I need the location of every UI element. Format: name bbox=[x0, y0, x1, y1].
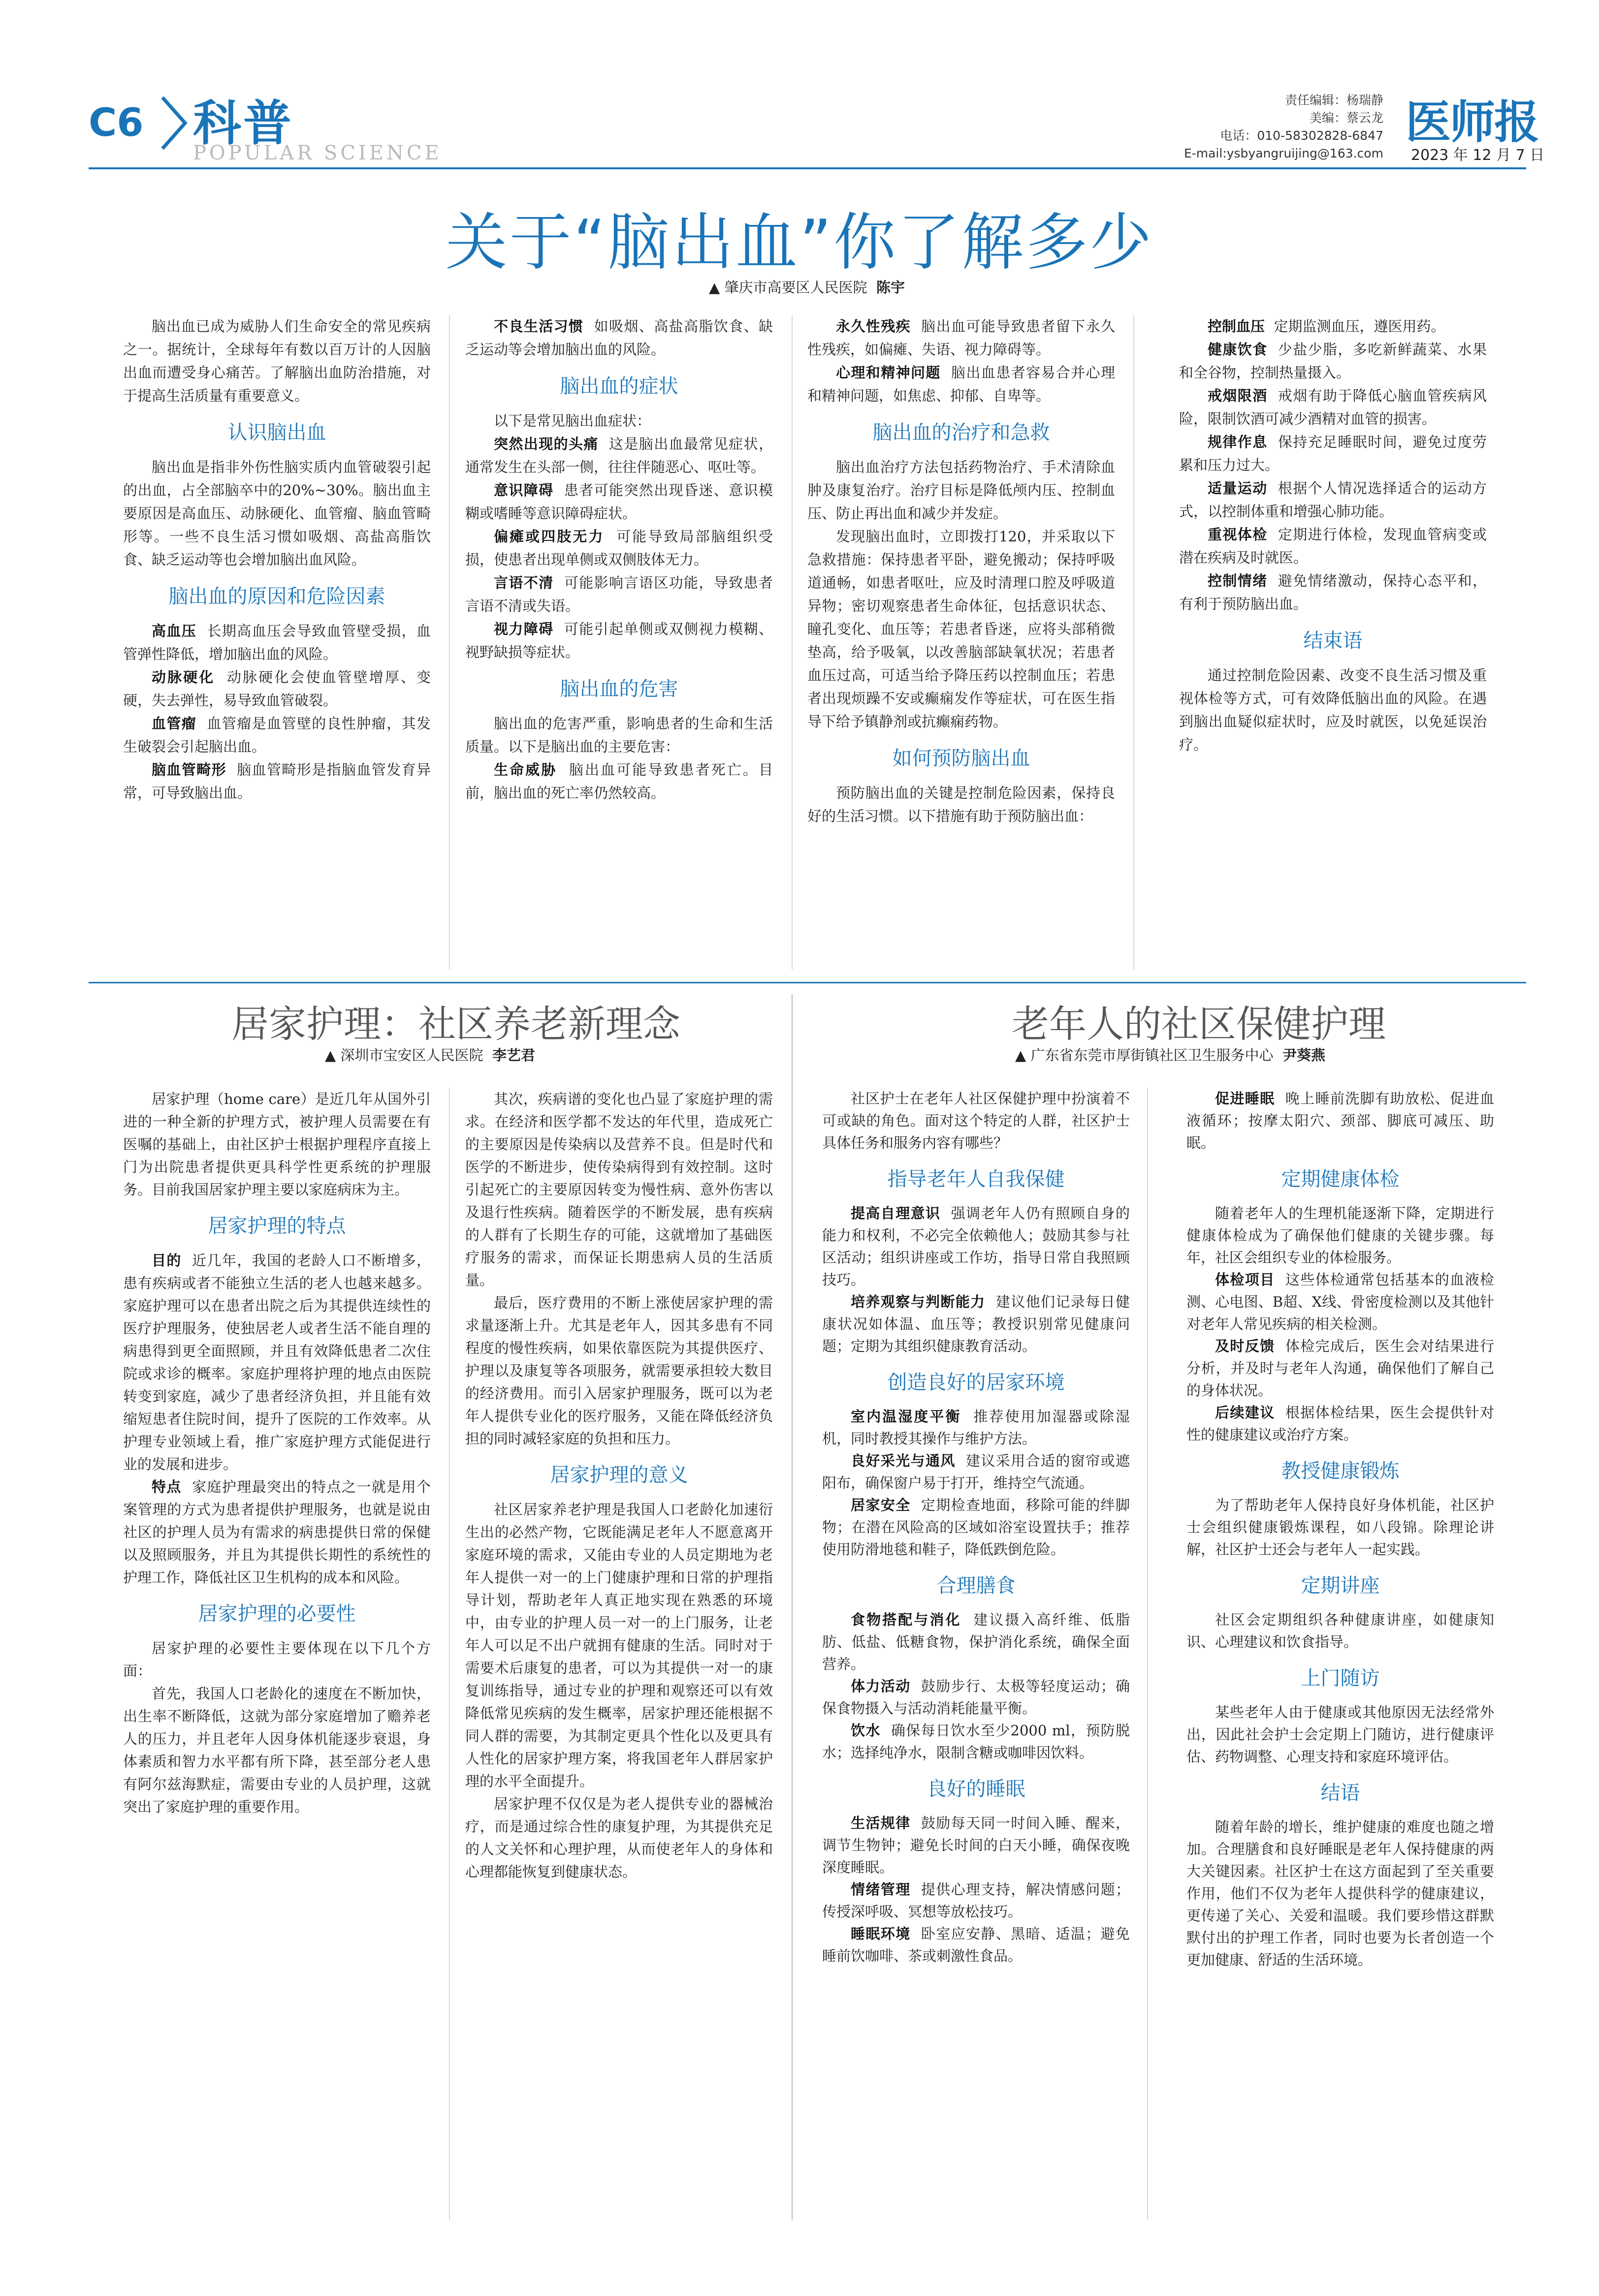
item-keyword: 永久性残疾 bbox=[836, 318, 911, 335]
item-keyword: 健康饮食 bbox=[1208, 341, 1268, 358]
subheading: 居家护理的意义 bbox=[550, 1464, 688, 1486]
item-text: 脑出血可能导致患者死亡。目前，脑出血的死亡率仍然较高。 bbox=[465, 761, 773, 801]
item-text: ▲ 深圳市宝安区人民医院 bbox=[325, 1047, 483, 1064]
subheading: 良好的睡眠 bbox=[927, 1778, 1025, 1800]
editor: 责任编辑：杨瑞静 bbox=[1284, 93, 1383, 107]
article1-col4 bbox=[1179, 315, 1487, 756]
item-text: 卧室应安静、黑暗、适温；避免睡前饮咖啡、茶或刺激性食品。 bbox=[822, 1925, 1130, 1964]
item-text: 避免情绪激动，保持心态平和，有利于预防脑出血。 bbox=[1179, 572, 1487, 612]
paragraph bbox=[822, 1923, 1130, 1967]
paragraph bbox=[1179, 569, 1487, 616]
paragraph: 随着老年人的生理机能逐渐下降，定期进行健康体检成为了确保他们健康的关键步骤。每年，社区会组织专业的体检服务。 bbox=[1186, 1205, 1494, 1266]
paragraph: 通过控制危险因素、改变不良生活习惯及重视体检等方式，可有效降低脑出血的风险。在遇到脑出血疑似症状时，应及时就医，以免延误治疗。 bbox=[1179, 667, 1487, 753]
item-text: 建议采用合适的窗帘或遮阳布，确保窗户易于打开，维持空气流通。 bbox=[822, 1452, 1130, 1491]
item-text: 确保每日饮水至少2000 ml，预防脱水；选择纯净水，限制含糖或咖啡因饮料。 bbox=[822, 1722, 1130, 1761]
item-keyword: 饮水 bbox=[851, 1722, 881, 1739]
paragraph: 预防脑出血的关键是控制危险因素，保持良好的生活习惯。以下措施有助于预防脑出血： bbox=[807, 785, 1115, 824]
column-rule bbox=[792, 315, 793, 970]
item-text: 定期进行体检，发现血管病变或潜在疾病及时就医。 bbox=[1179, 526, 1487, 566]
item-keyword: 生活规律 bbox=[851, 1815, 911, 1831]
item-keyword: 脑血管畸形 bbox=[152, 761, 226, 778]
section-title-en: POPULAR SCIENCE bbox=[193, 142, 442, 164]
paragraph: 居家护理（home care）是近几年从国外引进的一种全新的护理方式，被护理人员需要在有医嘱的基础上，由社区护士根据护理程序直接上门为出院患者提供更具科学性更系统的护理服务。目前我国居家护理主要以家庭病床为主。 bbox=[123, 1091, 431, 1198]
subheading: 指导老年人自我保健 bbox=[887, 1168, 1065, 1191]
item-keyword: 控制情绪 bbox=[1208, 572, 1268, 589]
subheading: 居家护理的特点 bbox=[208, 1215, 346, 1237]
item-keyword: 控制血压 bbox=[1208, 318, 1265, 335]
item-keyword: 意识障碍 bbox=[494, 482, 554, 499]
paragraph bbox=[822, 1291, 1130, 1357]
item-text: 鼓励步行、太极等轻度运动；确保食物摄入与活动消耗能量平衡。 bbox=[822, 1678, 1130, 1717]
paragraph: 居家护理不仅仅是为老人提供专业的器械治疗，而是通过综合性的康复护理，为其提供充足的人文关怀和心理护理，从而使老年人的身体和心理都能恢复到健康状态。 bbox=[465, 1795, 773, 1880]
item-keyword: 生命威胁 bbox=[494, 761, 557, 778]
item-keyword: 心理和精神问题 bbox=[836, 364, 941, 381]
item-text: 脑出血可能导致患者留下永久性残疾，如偏瘫、失语、视力障碍等。 bbox=[807, 318, 1115, 358]
item-keyword: 不良生活习惯 bbox=[494, 318, 584, 335]
item-text: 定期检查地面，移除可能的绊脚物；在潜在风险高的区域如浴室设置扶手；推荐使用防滑地毯和鞋子，降低跌倒危险。 bbox=[822, 1497, 1130, 1558]
article1-title: 关于“脑出血”你了解多少 bbox=[445, 206, 1154, 279]
item-keyword: 动脉硬化 bbox=[152, 669, 215, 686]
item-keyword: 高血压 bbox=[152, 623, 197, 639]
subheading: 认识脑出血 bbox=[227, 421, 326, 444]
item-text: 如吸烟、高盐高脂饮食、缺乏运动等会增加脑出血的风险。 bbox=[465, 318, 773, 358]
item-text: 建议他们记录每日健康状况如体温、血压等；教授识别常见健康问题；定期为其组织健康教育活动。 bbox=[822, 1293, 1130, 1354]
item-text: 定期监测血压，遵医用药。 bbox=[1274, 318, 1445, 335]
designer: 美编：蔡云龙 bbox=[1309, 111, 1383, 125]
subheading: 教授健康锻炼 bbox=[1281, 1460, 1400, 1482]
section-title: 科普 bbox=[193, 95, 294, 152]
item-text: 少盐少脂，多吃新鲜蔬菜、水果和全谷物，控制热量摄入。 bbox=[1179, 341, 1487, 381]
section-divider bbox=[89, 982, 1526, 983]
item-text: 根据体检结果，医生会提供针对性的健康建议或治疗方案。 bbox=[1186, 1404, 1494, 1443]
paragraph bbox=[465, 315, 773, 361]
paragraph: 脑出血已成为威胁人们生命安全的常见疾病之一。据统计，全球每年有数以百万计的人因脑出血而遭受身心痛苦。了解脑出血防治措施，对于提高生活质量有重要意义。 bbox=[123, 318, 431, 404]
paragraph bbox=[123, 1249, 431, 1476]
item-keyword: 戒烟限酒 bbox=[1208, 387, 1268, 404]
column-rule bbox=[449, 1088, 450, 2220]
item-text: ▲ 广东省东莞市厚街镇社区卫生服务中心 bbox=[1015, 1047, 1274, 1064]
item-text: 脑出血患者容易合并心理和精神问题，如焦虑、抑郁、自卑等。 bbox=[807, 364, 1115, 404]
item-text: 强调老年人仍有照顾自身的能力和权利，不必完全依赖他人；鼓励其参与社区活动；组织讲座或工作坊，指导日常自我照顾技巧。 bbox=[822, 1205, 1130, 1288]
paragraph: 其次，疾病谱的变化也凸显了家庭护理的需求。在经济和医学都不发达的年代里，造成死亡的主要原因是传染病以及营养不良。但是时代和医学的不断进步，使传染病得到有效控制。这时引起死亡的主要原因转变为慢性病、意外伤害以及退行性疾病。随着医学的不断发展，患有疾病的人群有了长期生存的可能，这就增加了基础医疗服务的需求，而保证长期患病人员的生活质量。 bbox=[465, 1091, 773, 1289]
paragraph: 某些老年人由于健康或其他原因无法经常外出，因此社会护士会定期上门随访，进行健康评估、药物调整、心理支持和家庭环境评估。 bbox=[1186, 1704, 1494, 1765]
item-text: 动脉硬化会使血管壁增厚、变硬，失去弹性，易导致血管破裂。 bbox=[123, 669, 431, 709]
article1-byline bbox=[709, 277, 905, 297]
column-rule bbox=[1133, 315, 1134, 970]
item-text: 体检完成后，医生会对结果进行分析，并及时与老年人沟通，确保他们了解自己的身体状况。 bbox=[1186, 1338, 1494, 1399]
article3-title: 老年人的社区保健护理 bbox=[1012, 1002, 1386, 1046]
item-text: 近几年，我国的老龄人口不断增多，患有疾病或者不能独立生活的老人也越来越多。家庭护理可以在患者出院之后为其提供连续性的医疗护理服务，使独居老人或者生活不能自理的病患得到更全面照顾，并且有效降低患者二次住院或求诊的概率。家庭护理将护理的地点由医院转变到家庭，减少了患者经济负担，并且能有效缩短患者住院时间，提升了医院的工作效率。从护理专业领域上看，推广家庭护理方式能促进行业的发展和进步。 bbox=[123, 1252, 431, 1473]
item-keyword: 突然出现的头痛 bbox=[494, 436, 599, 452]
item-keyword: 特点 bbox=[152, 1478, 182, 1495]
paragraph bbox=[1179, 338, 1487, 384]
article3-col1 bbox=[822, 1088, 1130, 1967]
paragraph bbox=[822, 1879, 1130, 1923]
paragraph bbox=[822, 1720, 1130, 1764]
item-keyword: 食物搭配与消化 bbox=[851, 1611, 961, 1628]
paragraph bbox=[1186, 1269, 1494, 1335]
paragraph bbox=[1179, 477, 1487, 523]
item-text: 患者可能突然出现昏迷、意识模糊或嗜睡等意识障碍症状。 bbox=[465, 482, 773, 522]
item-keyword: 良好采光与通风 bbox=[851, 1452, 956, 1469]
article2-byline bbox=[325, 1044, 535, 1065]
item-keyword: 体检项目 bbox=[1215, 1271, 1275, 1288]
paragraph bbox=[1179, 523, 1487, 569]
item-keyword: 培养观察与判断能力 bbox=[851, 1293, 986, 1310]
paragraph bbox=[822, 1675, 1130, 1720]
paragraph: 脑出血的危害严重，影响患者的生命和生活质量。以下是脑出血的主要危害： bbox=[465, 715, 773, 755]
newspaper-logo: 医师报 bbox=[1406, 96, 1539, 149]
subheading: 结语 bbox=[1320, 1782, 1360, 1804]
item-keyword: 室内温湿度平衡 bbox=[851, 1408, 961, 1425]
article1-col3 bbox=[807, 315, 1115, 828]
item-text: 戒烟有助于降低心脑血管疾病风险，限制饮酒可减少酒精对血管的损害。 bbox=[1179, 387, 1487, 427]
paragraph bbox=[822, 1450, 1130, 1494]
subheading: 脑出血的危害 bbox=[560, 678, 678, 700]
paragraph: 为了帮助老年人保持良好身体机能，社区护士会组织健康锻炼课程，如八段锦。除理论讲解，社区护士还会与老年人一起实践。 bbox=[1186, 1497, 1494, 1558]
item-keyword: 情绪管理 bbox=[851, 1881, 911, 1898]
subheading: 脑出血的症状 bbox=[560, 375, 678, 398]
paragraph bbox=[822, 1406, 1130, 1450]
subheading: 创造良好的居家环境 bbox=[887, 1371, 1065, 1394]
article1-col2 bbox=[465, 315, 773, 805]
paragraph: 首先，我国人口老龄化的速度在不断加快，出生率不断降低，这就为部分家庭增加了赡养老人的压力，并且老年人因身体机能逐步衰退，身体素质和智力水平都有所下降，甚至部分老人患有阿尔兹海默症，需要由专业的人员护理，这就突出了家庭护理的重要作用。 bbox=[123, 1685, 431, 1815]
paragraph: 脑出血治疗方法包括药物治疗、手术清除血肿及康复治疗。治疗目标是降低颅内压、控制血压、防止再出血和减少并发症。 bbox=[807, 459, 1115, 522]
subheading: 居家护理的必要性 bbox=[198, 1603, 356, 1625]
paragraph: 随着年龄的增长，维护健康的难度也随之增加。合理膳食和良好睡眠是老年人保持健康的两大关键因素。社区护士在这方面起到了至关重要作用，他们不仅为老年人提供科学的健康建议，更传递了关心、关爱和温暖。我们要珍惜这群默默付出的护理工作者，同时也要为长者创造一个更加健康、舒适的生活环境。 bbox=[1186, 1819, 1494, 1968]
paragraph bbox=[1179, 315, 1487, 338]
item-keyword: 言语不清 bbox=[494, 574, 554, 591]
paragraph bbox=[1186, 1088, 1494, 1154]
paragraph bbox=[465, 618, 773, 664]
subheading: 脑出血的原因和危险因素 bbox=[168, 585, 385, 608]
chevron-right-icon bbox=[157, 94, 191, 153]
paragraph: 以下是常见脑出血症状： bbox=[494, 412, 651, 429]
paragraph bbox=[1186, 1402, 1494, 1446]
item-keyword: 视力障碍 bbox=[494, 621, 554, 637]
paragraph: 社区护士在老年人社区保健护理中扮演着不可或缺的角色。面对这个特定的人群，社区护士具体任务和服务内容有哪些？ bbox=[822, 1090, 1130, 1151]
paragraph bbox=[123, 712, 431, 758]
paragraph: 社区会定期组织各种健康讲座，如健康知识、心理建议和饮食指导。 bbox=[1186, 1611, 1494, 1650]
item-keyword: 偏瘫或四肢无力 bbox=[494, 528, 605, 545]
column-rule bbox=[792, 994, 793, 2220]
item-keyword: 陈宇 bbox=[876, 279, 905, 296]
item-text: 这是脑出血最常见症状，通常发生在头部一侧，往往伴随恶心、呕吐等。 bbox=[465, 436, 773, 475]
article2-col2 bbox=[465, 1088, 773, 1883]
paragraph bbox=[807, 315, 1115, 361]
item-text: ▲ 肇庆市高要区人民医院 bbox=[709, 279, 867, 296]
item-text: 鼓励每天同一时间入睡、醒来，调节生物钟；避免长时间的白天小睡，确保夜晚深度睡眠。 bbox=[822, 1815, 1130, 1876]
page-number: C6 bbox=[89, 101, 144, 145]
item-text: 提供心理支持，解决情感问题；传授深呼吸、冥想等放松技巧。 bbox=[822, 1881, 1130, 1920]
article3-col2 bbox=[1186, 1088, 1494, 1971]
subheading: 定期讲座 bbox=[1301, 1574, 1380, 1597]
article2-col1 bbox=[123, 1088, 431, 1818]
paragraph bbox=[465, 571, 773, 618]
header-divider bbox=[89, 167, 1526, 169]
item-text: 保持充足睡眠时间，避免过度劳累和压力过大。 bbox=[1179, 434, 1487, 473]
paragraph: 发现脑出血时，立即拨打120，并采取以下急救措施：保持患者平卧，避免搬动；保持呼吸道通畅，如患者呕吐，应及时清理口腔及呼吸道异物；密切观察患者生命体征，包括意识状态、瞳孔变化、血压等；若患者昏迷，应将头部稍微垫高，给予吸氧，以改善脑部缺氧状况；若患者血压过高，可适当给予降压药以控制血压；若患者出现烦躁不安或癫痫发作等症状，可在医生指导下给予镇静剂或抗癫痫药物。 bbox=[807, 528, 1115, 730]
item-text: 家庭护理最突出的特点之一就是用个案管理的方式为患者提供护理服务，也就是说由社区的护理人员为有需求的病患提供日常的保健以及照顾服务，并且为其提供长期性的系统性的护理工作，降低社区卫生机构的成本和风险。 bbox=[123, 1478, 431, 1586]
item-keyword: 李艺君 bbox=[492, 1047, 535, 1064]
subheading: 上门随访 bbox=[1301, 1667, 1380, 1690]
subheading: 如何预防脑出血 bbox=[892, 747, 1030, 770]
item-keyword: 适量运动 bbox=[1208, 480, 1268, 497]
article3-byline bbox=[1015, 1044, 1325, 1065]
paragraph bbox=[1179, 431, 1487, 477]
paragraph: 社区居家养老护理是我国人口老龄化加速衍生出的必然产物，它既能满足老年人不愿意离开家庭环境的需求，又能由专业的人员定期地为老年人提供一对一的上门健康护理和日常的护理指导计划，帮助老年人真正地实现在熟悉的环境中，由专业的护理人员一对一的上门服务，让老年人可以足不出户就拥有健康的生活。同时对于需要术后康复的患者，可以为其提供一对一的康复训练指导，通过专业的护理和观察还可以有效降低常见疾病的发生概率，居家护理还能根据不同人群的需要，为其制定更具个性化以及更具有人性化的居家护理方案，将我国老年人群居家护理的水平全面提升。 bbox=[465, 1501, 773, 1790]
item-text: 建议摄入高纤维、低脂肪、低盐、低糖食物，保护消化系统，确保全面营养。 bbox=[822, 1611, 1130, 1672]
paragraph bbox=[822, 1609, 1130, 1675]
paragraph bbox=[123, 666, 431, 712]
paragraph bbox=[822, 1494, 1130, 1561]
item-keyword: 重视体检 bbox=[1208, 526, 1268, 543]
item-keyword: 提高自理意识 bbox=[851, 1205, 941, 1222]
editor-info bbox=[1172, 92, 1383, 162]
subheading: 结束语 bbox=[1303, 629, 1363, 652]
paragraph bbox=[822, 1202, 1130, 1291]
item-text: 晚上睡前洗脚有助放松、促进血液循环；按摩太阳穴、颈部、脚底可减压、助眠。 bbox=[1186, 1090, 1494, 1151]
paragraph bbox=[465, 433, 773, 479]
paragraph bbox=[1179, 384, 1487, 431]
item-keyword: 规律作息 bbox=[1208, 434, 1268, 450]
item-keyword: 睡眠环境 bbox=[851, 1925, 911, 1942]
subheading: 脑出血的治疗和急救 bbox=[872, 421, 1050, 444]
paragraph: 居家护理的必要性主要体现在以下几个方面： bbox=[123, 1640, 431, 1679]
item-text: 脑血管畸形是指脑血管发育异常，可导致脑出血。 bbox=[123, 761, 431, 801]
article2-title: 居家护理：社区养老新理念 bbox=[231, 1002, 680, 1046]
paragraph bbox=[123, 1476, 431, 1589]
paragraph bbox=[123, 620, 431, 666]
item-text: 可能影响言语区功能，导致患者言语不清或失语。 bbox=[465, 574, 773, 614]
item-text: 推荐使用加湿器或除湿机，同时教授其操作与维护方法。 bbox=[822, 1408, 1130, 1447]
item-keyword: 及时反馈 bbox=[1215, 1338, 1275, 1354]
item-text: 可能引起单侧或双侧视力模糊、视野缺损等症状。 bbox=[465, 621, 773, 660]
item-text: 长期高血压会导致血管壁受损，血管弹性降低，增加脑出血的风险。 bbox=[123, 623, 431, 662]
item-text: 可能导致局部脑组织受损，使患者出现单侧或双侧肢体无力。 bbox=[465, 528, 773, 568]
column-rule bbox=[1147, 1088, 1148, 2220]
issue-date: 2023 年 12 月 7 日 bbox=[1411, 147, 1545, 164]
item-text: 这些体检通常包括基本的血液检测、心电图、B超、X线、骨密度检测以及其他针对老年人常见疾病的相关检测。 bbox=[1186, 1271, 1494, 1332]
item-keyword: 尹葵燕 bbox=[1282, 1047, 1325, 1064]
item-text: 血管瘤是血管壁的良性肿瘤，其发生破裂会引起脑出血。 bbox=[123, 715, 431, 755]
subheading: 定期健康体检 bbox=[1281, 1168, 1400, 1191]
item-keyword: 目的 bbox=[152, 1252, 182, 1269]
paragraph bbox=[1186, 1335, 1494, 1402]
subheading: 合理膳食 bbox=[936, 1574, 1016, 1597]
item-keyword: 体力活动 bbox=[851, 1678, 911, 1695]
paragraph: 脑出血是指非外伤性脑实质内血管破裂引起的出血，占全部脑卒中的20%~30%。脑出血主要原因是高血压、动脉硬化、血管瘤、脑血管畸形等。一些不良生活习惯如吸烟、高盐高脂饮食、缺乏运动等也会增加脑出血风险。 bbox=[123, 459, 431, 568]
item-keyword: 促进睡眠 bbox=[1215, 1090, 1275, 1107]
paragraph bbox=[465, 758, 773, 805]
column-rule bbox=[449, 315, 450, 970]
item-keyword: 居家安全 bbox=[851, 1497, 911, 1513]
paragraph bbox=[465, 479, 773, 525]
paragraph bbox=[822, 1812, 1130, 1879]
paragraph: 最后，医疗费用的不断上涨使居家护理的需求量逐渐上升。尤其是老年人，因其多患有不同程度的慢性疾病，如果依靠医院为其提供医疗、护理以及康复等各项服务，就需要承担较大数目的经济费用。而引入居家护理服务，既可以为老年人提供专业化的医疗服务，又能在降低经济负担的同时减轻家庭的负担和压力。 bbox=[465, 1294, 773, 1447]
paragraph bbox=[465, 525, 773, 571]
paragraph bbox=[807, 361, 1115, 408]
paragraph bbox=[123, 758, 431, 805]
phone: 电话：010-58302828-6847 bbox=[1220, 128, 1383, 143]
article1-col1 bbox=[123, 315, 431, 805]
item-keyword: 后续建议 bbox=[1215, 1404, 1275, 1421]
item-keyword: 血管瘤 bbox=[152, 715, 197, 732]
email: E-mail:ysbyangruijing@163.com bbox=[1183, 146, 1383, 160]
item-text: 根据个人情况选择适合的运动方式，以控制体重和增强心肺功能。 bbox=[1179, 480, 1487, 520]
